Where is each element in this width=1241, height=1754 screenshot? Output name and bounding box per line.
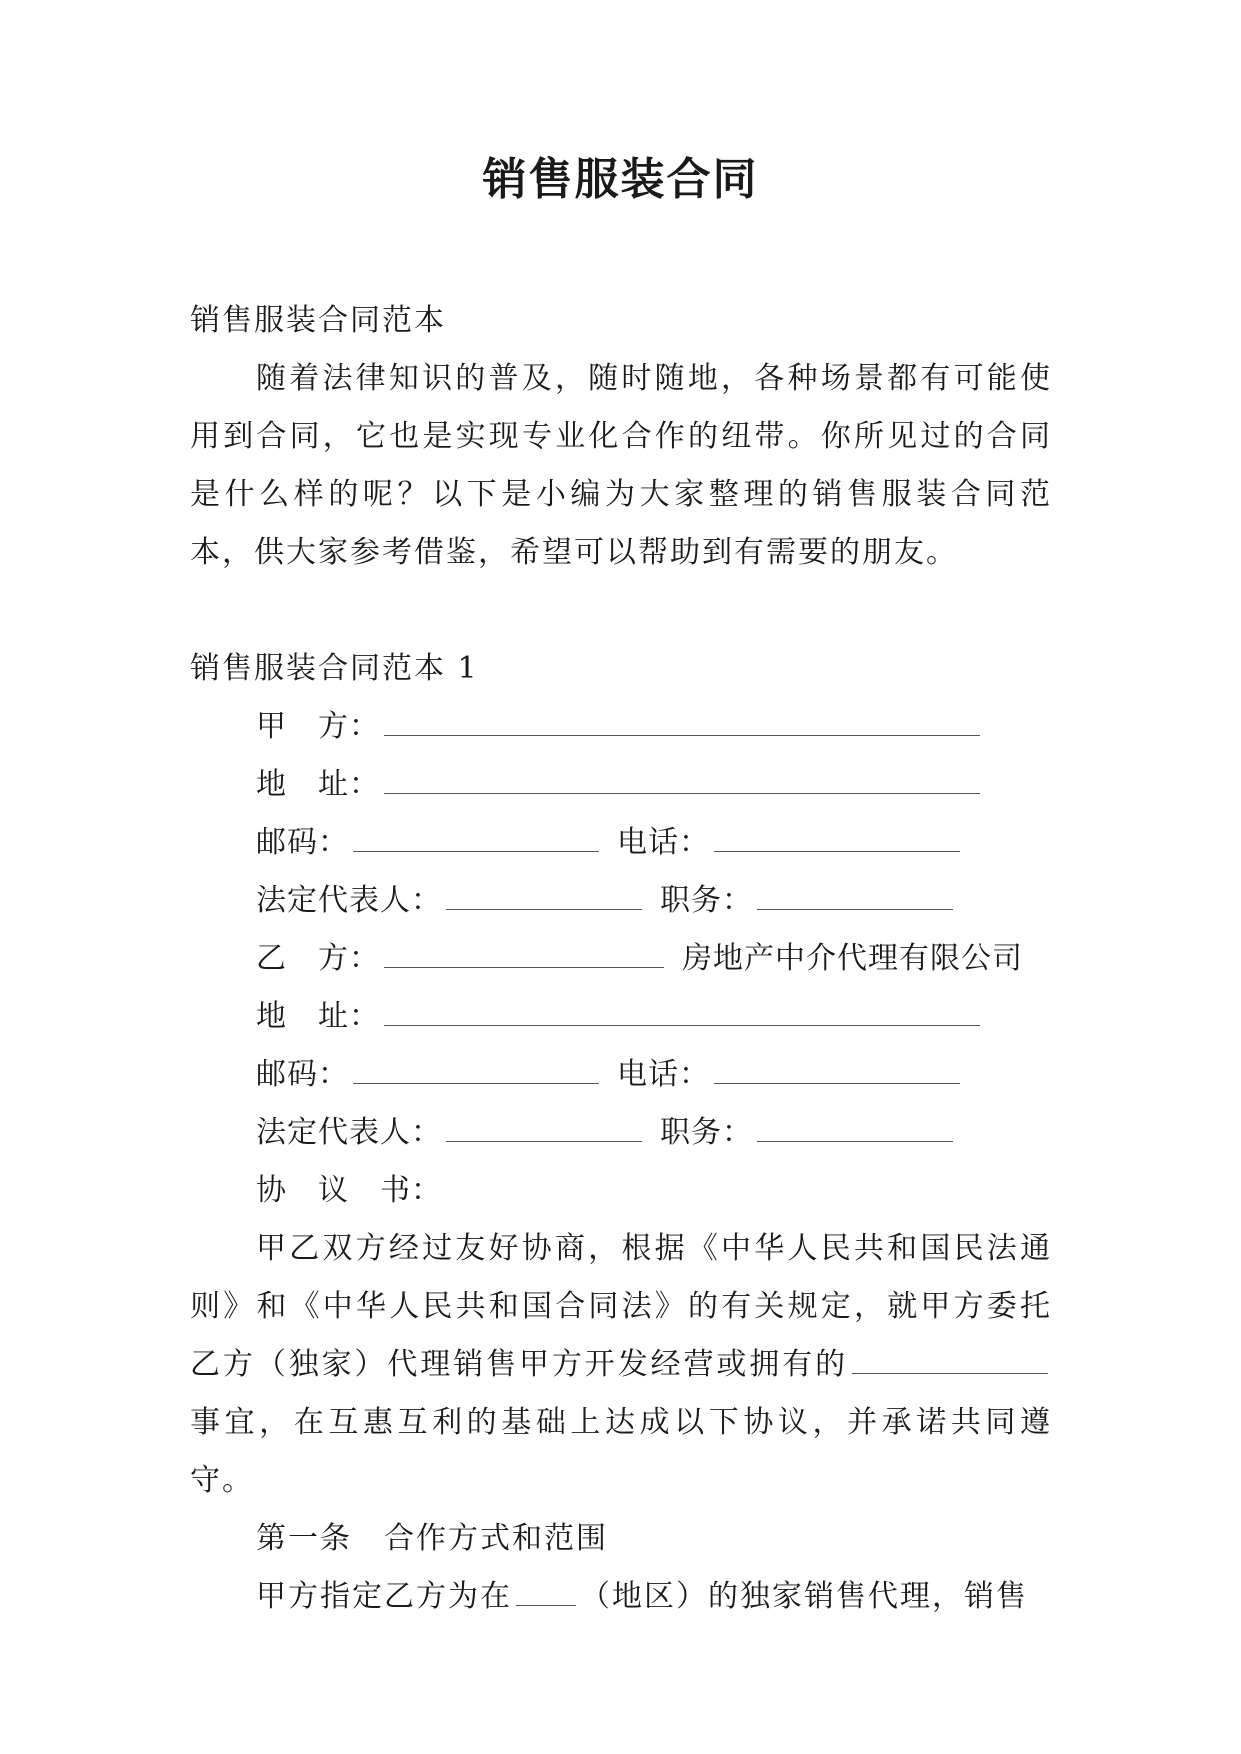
party-a-line [190,698,1052,756]
article-1-text-1: 甲方指定乙方为在 [256,1579,512,1614]
agreement-label: 协 议 书： [256,1173,442,1208]
party-b-rep-label: 法定代表人： [256,1115,442,1150]
party-b-duty-blank[interactable] [757,1105,953,1142]
party-a-duty-label: 职务： [660,883,753,918]
party-b-phone-label: 电话： [617,1057,710,1092]
party-a-duty-blank[interactable] [757,873,953,910]
article-1-paragraph [190,1568,1052,1626]
intro-paragraph: 随着法律知识的普及，随时随地，各种场景都有可能使用到合同，它也是实现专业化合作的纽带。你所见过的合同是什么样的呢？以下是小编为大家整理的销售服装合同范本，供大家参考借鉴，希望可以帮助到有需要的朋友。 [190,361,1052,570]
party-a-zip-blank[interactable] [353,815,599,852]
party-a-zip-label: 邮码： [256,825,349,860]
party-b-duty-label: 职务： [660,1115,753,1150]
party-b-phone-blank[interactable] [714,1047,960,1084]
party-a-phone-label: 电话： [617,825,710,860]
party-b-address-label: 地 址： [256,999,380,1034]
agreement-paragraph [190,1220,1052,1510]
paragraph-gap [190,582,1052,640]
party-b-address-blank[interactable] [384,989,980,1026]
party-a-rep-blank[interactable] [446,873,642,910]
party-b-rep-line [190,1104,1052,1162]
agreement-text-2: 事宜，在互惠互利的基础上达成以下协议，并承诺共同遵守。 [190,1405,1052,1498]
section-heading: 销售服装合同范本 [190,303,446,338]
party-b-rep-blank[interactable] [446,1105,642,1142]
section-title: 销售服装合同范本 1 [190,651,479,686]
document-body [190,292,1052,1626]
party-a-label: 甲 方： [256,709,380,744]
party-b-zip-blank[interactable] [353,1047,599,1084]
party-a-address-line [190,756,1052,814]
party-a-blank[interactable] [384,699,980,736]
party-a-rep-line [190,872,1052,930]
party-b-address-line [190,988,1052,1046]
party-a-address-blank[interactable] [384,757,980,794]
party-a-phone-blank[interactable] [714,815,960,852]
party-b-company-suffix: 房地产中介代理有限公司 [682,941,1023,976]
article-1-area-blank[interactable] [516,1569,576,1606]
party-b-label: 乙 方： [256,941,380,976]
party-a-address-label: 地 址： [256,767,380,802]
party-b-zip-label: 邮码： [256,1057,349,1092]
article-1-text-2: （地区）的独家销售代理，销售 [580,1579,1028,1614]
party-a-contact-line [190,814,1052,872]
agreement-item-blank[interactable] [852,1337,1048,1374]
party-b-blank[interactable] [384,931,664,968]
party-a-rep-label: 法定代表人： [256,883,442,918]
agreement-text-1: 甲乙双方经过友好协商，根据《中华人民共和国民法通则》和《中华人民共和国合同法》的有关规定，就甲方委托乙方（独家）代理销售甲方开发经营或拥有的 [190,1231,1052,1382]
party-b-line [190,930,1052,988]
document-title: 销售服装合同 [482,154,759,205]
party-b-contact-line [190,1046,1052,1104]
article-1-title: 第一条 合作方式和范围 [256,1521,608,1556]
